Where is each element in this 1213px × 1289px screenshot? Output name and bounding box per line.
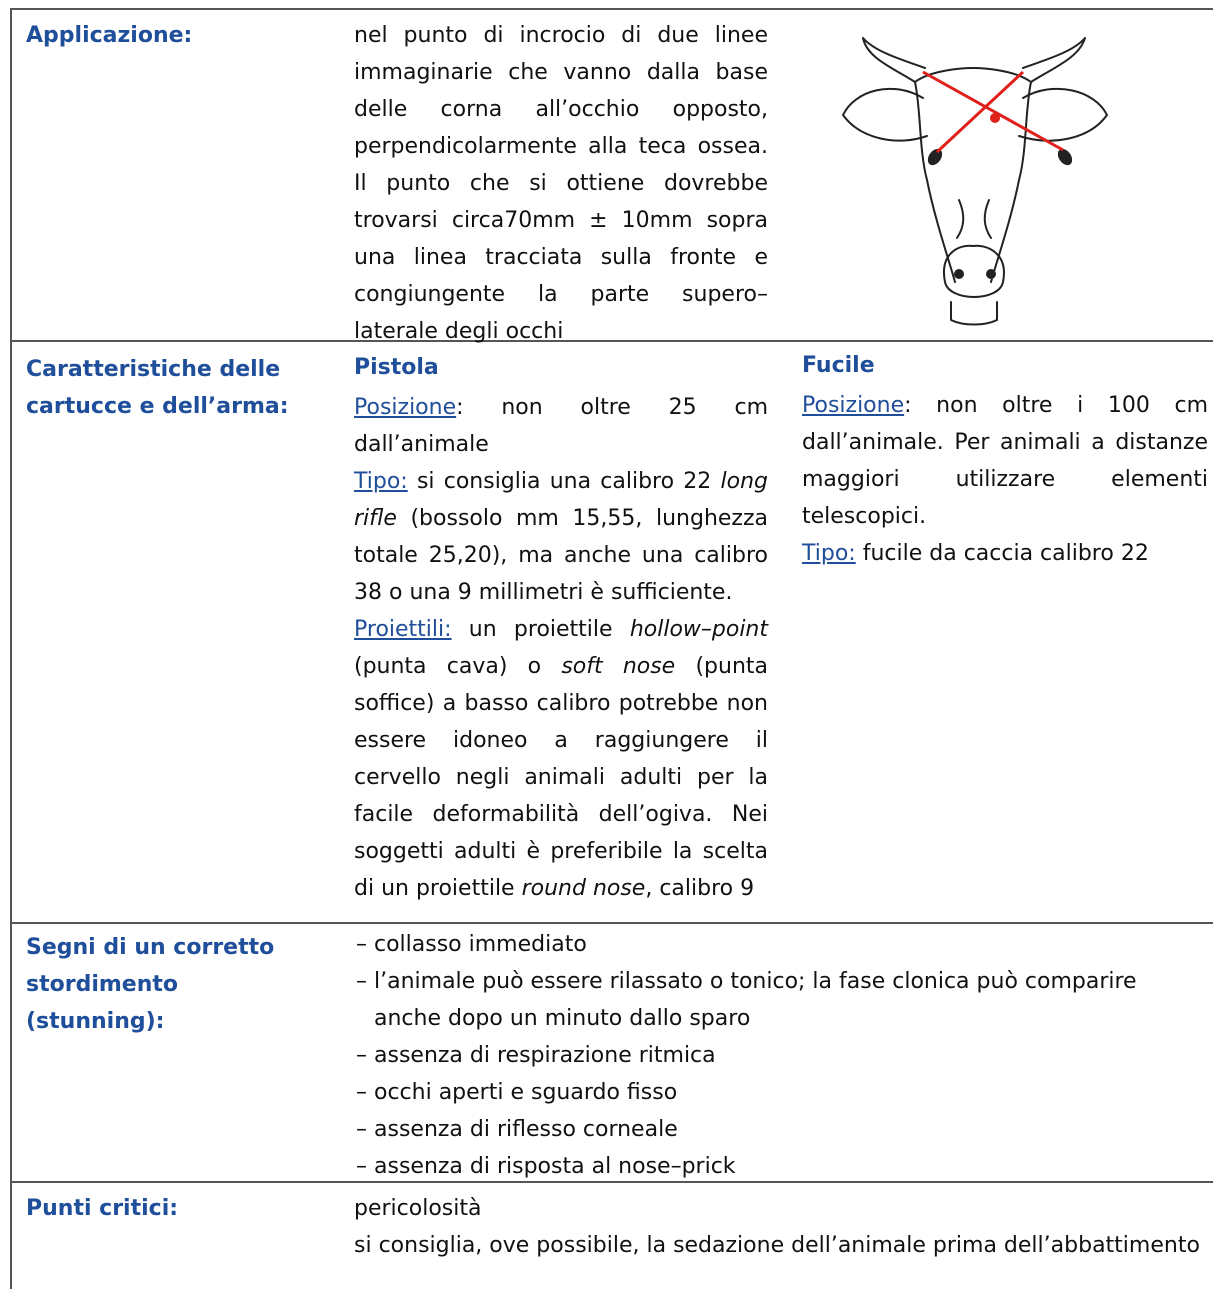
row-divider <box>10 922 1213 924</box>
punti-critici-label: Punti critici: <box>26 1196 179 1221</box>
fucile-tipo: Tipo: fucile da caccia calibro 22 <box>802 541 1149 566</box>
tipo-label: Tipo: <box>354 469 408 494</box>
fucile-column <box>802 347 1208 572</box>
aim-line-right <box>937 72 1023 152</box>
cow-head-diagram <box>823 20 1163 338</box>
aim-line-left <box>923 72 1063 150</box>
fucile-posizione: Posizione: non oltre i 100 cm dall’animale. Per animali a distanze maggiori utilizzare elementi telescopici. <box>802 393 1208 529</box>
punti-critici-line1: pericolosità <box>354 1196 482 1221</box>
segni-label: Segni di un corretto stordimento (stunning): <box>26 935 275 1034</box>
caratteristiche-label: Caratteristiche delle cartucce e dell’arma: <box>26 357 289 419</box>
pistola-proiettili: Proiettili: un proiettile hollow–point (punta cava) o soft nose (punta soffice) a basso calibro potrebbe non essere idoneo a raggiungere il cervello negli animali adulti per la facile deformabilità dell’ogiva. Nei soggetti adulti è preferibile la scelta di un proiettile round nose, calibro 9 <box>354 617 768 901</box>
applicazione-text: nel punto di incrocio di due linee immaginarie che vanno dalla base delle corna all’occhio opposto, perpendicolarmente alla teca ossea. Il punto che si ottiene dovrebbe trovarsi circa70mm ± 10mm sopra una linea tracciata sulla fronte e congiungente la parte supero–laterale degli occhi <box>354 23 768 344</box>
list-item: – assenza di respirazione ritmica <box>352 1037 1208 1074</box>
posizione-label: Posizione <box>802 393 905 418</box>
punti-critici-text <box>354 1190 1208 1264</box>
segni-list <box>352 926 1208 1185</box>
nostril-icon <box>986 269 996 279</box>
applicazione-label: Applicazione: <box>26 23 193 48</box>
table-left-border <box>10 8 12 1289</box>
pistola-column <box>354 349 768 907</box>
fucile-title: Fucile <box>802 353 875 378</box>
list-item: – assenza di risposta al nose–prick <box>352 1148 1208 1185</box>
pistola-title: Pistola <box>354 355 439 380</box>
table-top-border <box>10 8 1213 10</box>
right-eye-icon <box>1055 146 1075 168</box>
left-eye-icon <box>925 146 945 168</box>
list-item: – l’animale può essere rilassato o tonico; la fase clonica può comparire anche dopo un minuto dallo sparo <box>352 963 1208 1037</box>
proiettili-label: Proiettili: <box>354 617 452 642</box>
list-item: – assenza di riflesso corneale <box>352 1111 1208 1148</box>
posizione-label: Posizione <box>354 395 457 420</box>
target-point-icon <box>990 113 1000 123</box>
punti-critici-line2: si consiglia, ove possibile, la sedazione dell’animale prima dell’abbattimento <box>354 1233 1200 1258</box>
list-item: – occhi aperti e sguardo fisso <box>352 1074 1208 1111</box>
nostril-icon <box>954 269 964 279</box>
pistola-posizione: Posizione: non oltre 25 cm dall’animale <box>354 395 768 457</box>
pistola-tipo: Tipo: si consiglia una calibro 22 long rifle (bossolo mm 15,55, lunghezza totale 25,20), ma anche una calibro 38 o una 9 millimetri è sufficiente. <box>354 469 768 605</box>
tipo-label: Tipo: <box>802 541 856 566</box>
list-item: – collasso immediato <box>352 926 1208 963</box>
